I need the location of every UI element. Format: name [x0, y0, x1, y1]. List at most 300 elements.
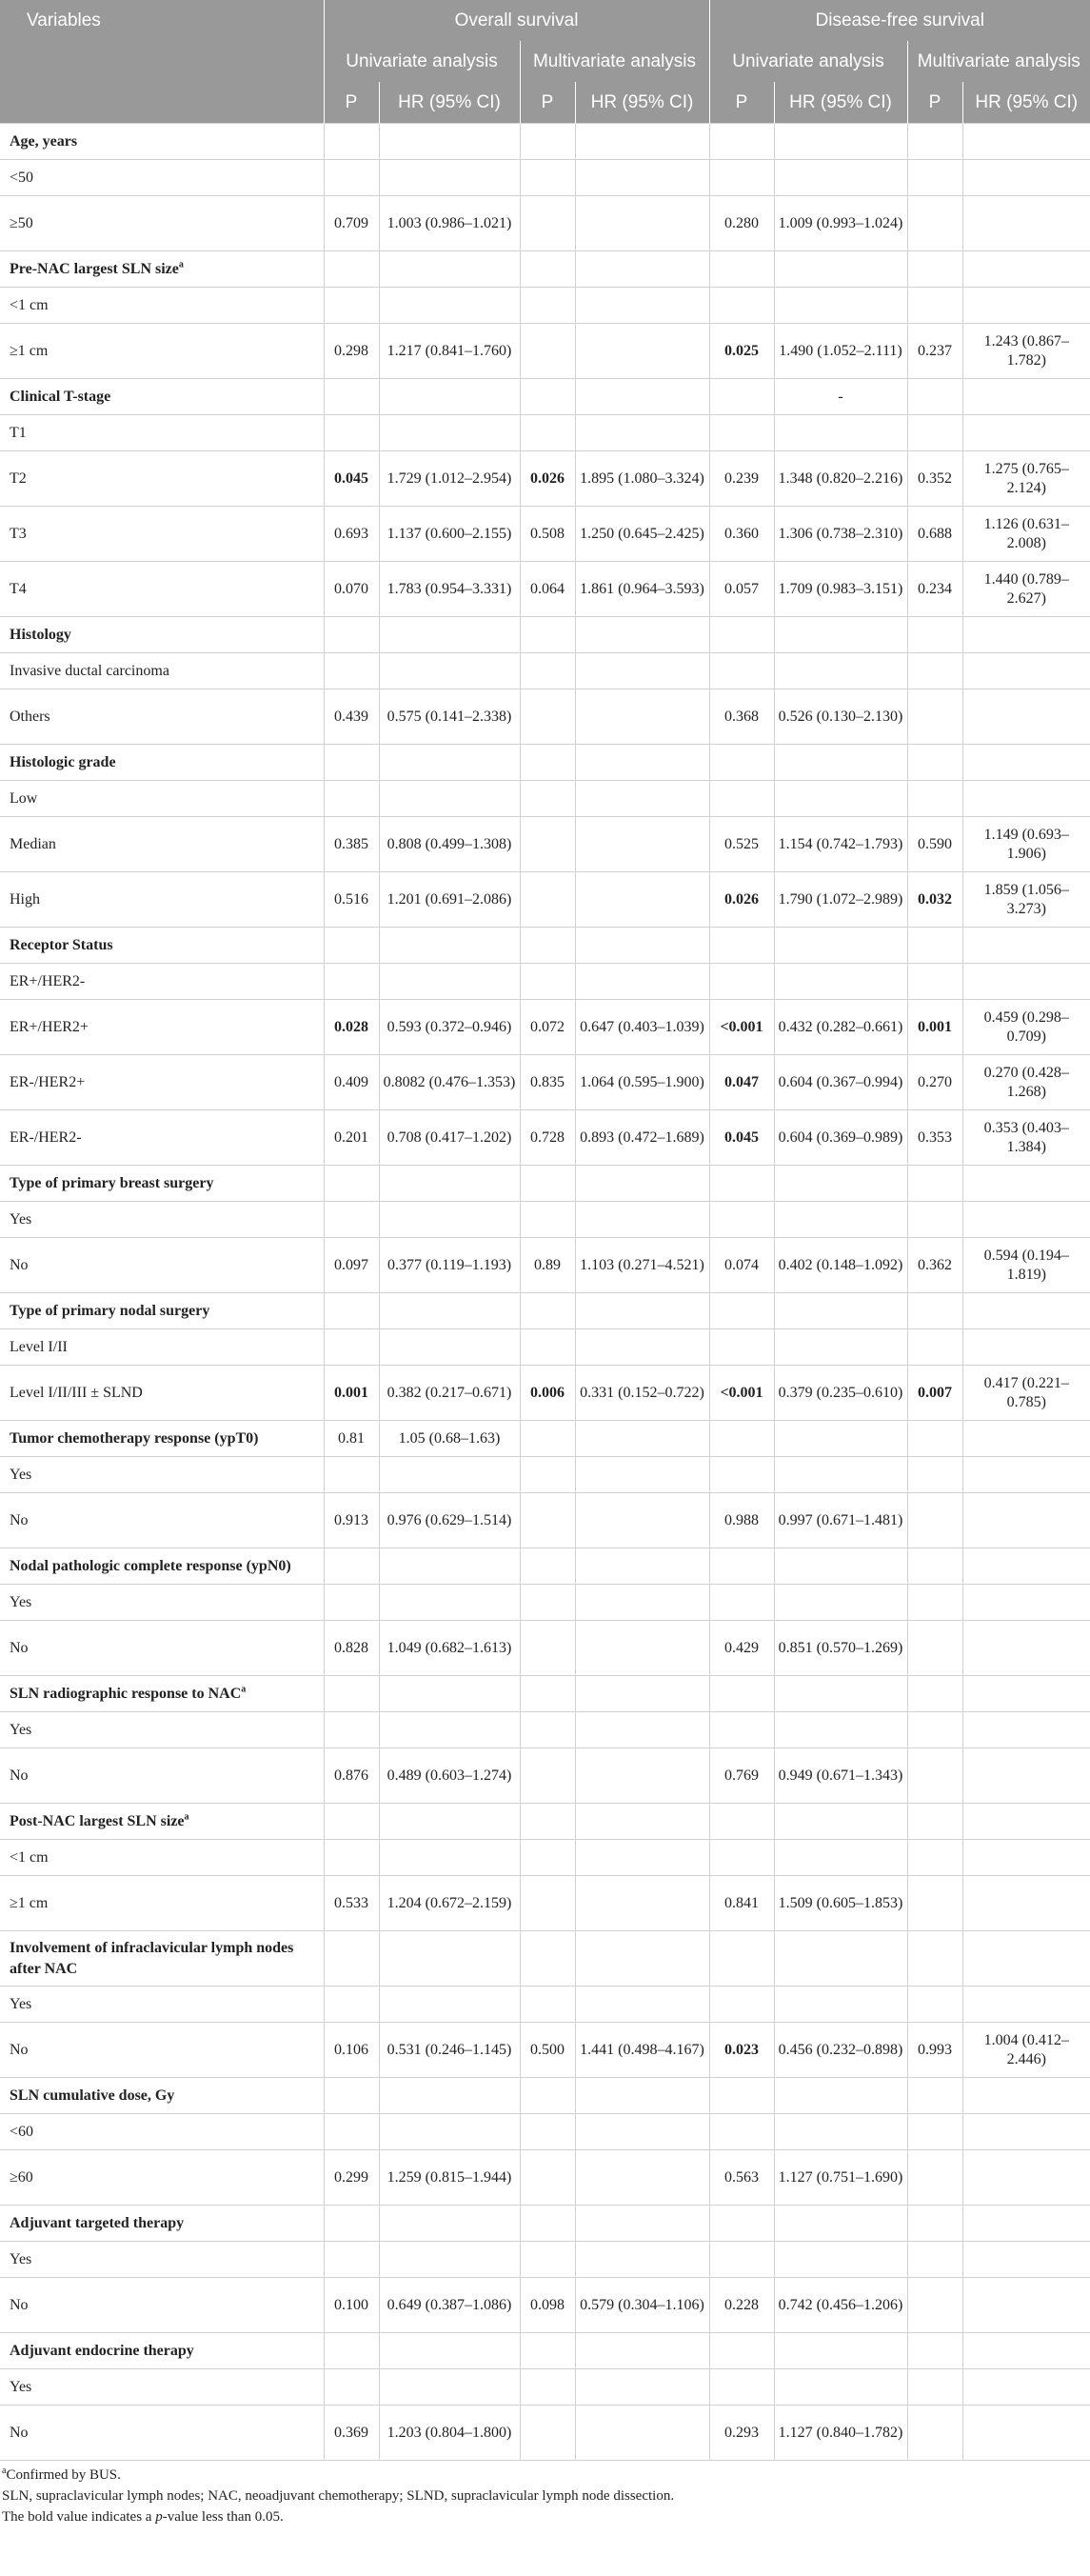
cell-dfs-uni-p: [709, 1585, 774, 1621]
cell-os-multi-hr: [575, 1457, 709, 1493]
cell-dfs-uni-hr: [774, 562, 907, 617]
cell-os-multi-hr: [575, 2078, 709, 2114]
row-label: [0, 817, 324, 872]
row-label: [0, 1055, 324, 1110]
cell-os-uni-hr: [379, 1238, 520, 1293]
footnote-a-text: Confirmed by BUS.: [6, 2467, 121, 2483]
cell-os-multi-hr: [575, 817, 709, 872]
table-header: [0, 0, 1090, 124]
cell-dfs-uni-hr: [774, 1804, 907, 1840]
cell-dfs-uni-hr: [774, 781, 907, 817]
cell-value: 1.137 (0.600–2.155): [386, 525, 512, 542]
cell-dfs-multi-hr: [962, 379, 1090, 415]
label-text: T4: [10, 580, 27, 597]
cell-value: 1.440 (0.789–2.627): [983, 570, 1069, 607]
cell-dfs-multi-hr: [962, 1585, 1090, 1621]
cell-os-multi-p: [520, 160, 575, 196]
row-label: [0, 415, 324, 451]
label-text: Yes: [10, 1466, 32, 1483]
cell-os-multi-p: [520, 288, 575, 324]
cell-os-uni-p: [324, 1166, 379, 1202]
group-header-row: [0, 928, 1090, 964]
cell-os-multi-p: [520, 2078, 575, 2114]
cell-os-multi-p: [520, 415, 575, 451]
header-dfs-multi-p: P: [907, 82, 962, 124]
cell-os-multi-p: [520, 1585, 575, 1621]
cell-os-uni-p: [324, 288, 379, 324]
cell-os-multi-p: [520, 617, 575, 653]
cell-dfs-uni-p: [709, 2023, 774, 2078]
cell-os-uni-hr: [379, 781, 520, 817]
cell-os-uni-p: [324, 689, 379, 745]
cell-dfs-multi-hr: [962, 1876, 1090, 1931]
cell-os-multi-hr: [575, 2333, 709, 2369]
cell-dfs-multi-hr: [962, 124, 1090, 160]
cell-os-uni-p: [324, 2406, 379, 2461]
cell-dfs-multi-p: [907, 1366, 962, 1421]
label-text: T2: [10, 469, 27, 487]
cell-os-uni-hr: [379, 2278, 520, 2333]
cell-os-multi-hr: [575, 451, 709, 507]
group-header-row: [0, 251, 1090, 288]
cell-os-multi-hr: [575, 1748, 709, 1804]
label-text: Tumor chemotherapy response (ypT0): [10, 1429, 259, 1447]
cell-value: 0.893 (0.472–1.689): [580, 1128, 704, 1146]
cell-os-multi-p: [520, 928, 575, 964]
cell-os-uni-hr: [379, 1493, 520, 1548]
cell-os-uni-hr: [379, 1421, 520, 1457]
cell-dfs-uni-hr: [774, 2206, 907, 2242]
cell-os-multi-hr: [575, 2114, 709, 2150]
cell-dfs-multi-hr: [962, 653, 1090, 689]
cell-os-multi-hr: [575, 2023, 709, 2078]
cell-value: 0.237: [918, 342, 952, 359]
cell-dfs-uni-hr: [774, 817, 907, 872]
header-os-univariate: Univariate analysis: [324, 41, 520, 82]
row-label: [0, 1840, 324, 1876]
cell-dfs-uni-p: [709, 415, 774, 451]
cell-value: 0.234: [918, 580, 952, 597]
cell-dfs-multi-hr: [962, 1457, 1090, 1493]
cell-os-uni-p: [324, 379, 379, 415]
label-text: Involvement of infraclavicular lymph nodes after NAC: [10, 1939, 294, 1977]
cell-value: 0.201: [334, 1128, 368, 1146]
cell-dfs-uni-hr: [774, 2278, 907, 2333]
cell-dfs-multi-p: [907, 1987, 962, 2023]
group-header-row: [0, 1804, 1090, 1840]
cell-os-multi-p: [520, 1110, 575, 1166]
cell-dfs-multi-hr: [962, 1493, 1090, 1548]
row-label: [0, 964, 324, 1000]
table-row: [0, 1202, 1090, 1238]
label-text: Yes: [10, 2378, 32, 2395]
cell-os-multi-p: [520, 1876, 575, 1931]
label-text: Adjuvant endocrine therapy: [10, 2342, 194, 2359]
cell-dfs-multi-p: [907, 2333, 962, 2369]
cell-dfs-uni-hr: [774, 1585, 907, 1621]
cell-value: 1.729 (1.012–2.954): [386, 469, 512, 487]
cell-dfs-multi-p: [907, 964, 962, 1000]
cell-value: 1.003 (0.986–1.021): [386, 214, 512, 231]
cell-value: 0.362: [918, 1256, 952, 1273]
label-text: Yes: [10, 2250, 32, 2267]
cell-dfs-multi-hr: [962, 1421, 1090, 1457]
footnote-bold-pre: The bold value indicates a: [2, 2509, 156, 2525]
cell-os-uni-hr: [379, 324, 520, 379]
cell-dfs-uni-hr: [774, 2150, 907, 2206]
row-label: [0, 2369, 324, 2406]
footnote-bold-p: p: [155, 2509, 163, 2525]
header-os-uni-p: P: [324, 82, 379, 124]
cell-value: 0.106: [334, 2041, 368, 2058]
cell-dfs-multi-p: [907, 1712, 962, 1748]
cell-value: 0.708 (0.417–1.202): [386, 1128, 512, 1146]
cell-dfs-multi-hr: [962, 324, 1090, 379]
cell-os-multi-hr: [575, 928, 709, 964]
cell-value: 0.045: [334, 469, 368, 487]
cell-dfs-uni-p: [709, 1676, 774, 1712]
cell-os-uni-p: [324, 1548, 379, 1585]
cell-dfs-multi-p: [907, 1110, 962, 1166]
cell-os-uni-hr: [379, 160, 520, 196]
cell-os-multi-p: [520, 1840, 575, 1876]
cell-os-multi-p: [520, 196, 575, 251]
row-label: [0, 1457, 324, 1493]
label-text: <1 cm: [10, 1848, 49, 1866]
cell-os-multi-hr: [575, 689, 709, 745]
group-label: [0, 745, 324, 781]
cell-dfs-multi-p: [907, 2369, 962, 2406]
cell-value: 1.049 (0.682–1.613): [386, 1639, 512, 1656]
row-label: [0, 2150, 324, 2206]
cell-dfs-uni-p: [709, 2278, 774, 2333]
group-header-row: [0, 1676, 1090, 1712]
cell-os-uni-hr: [379, 928, 520, 964]
cell-dfs-multi-p: [907, 507, 962, 562]
cell-value: 0.835: [530, 1073, 565, 1090]
cell-dfs-multi-hr: [962, 1238, 1090, 1293]
cell-value: 0.649 (0.387–1.086): [386, 2296, 512, 2313]
label-text: Median: [10, 835, 56, 852]
cell-os-multi-hr: [575, 1421, 709, 1457]
cell-dfs-uni-hr: [774, 1876, 907, 1931]
cell-dfs-multi-p: [907, 1931, 962, 1987]
cell-value: 1.250 (0.645–2.425): [580, 525, 704, 542]
cell-os-multi-p: [520, 1000, 575, 1055]
cell-os-uni-p: [324, 415, 379, 451]
cell-os-multi-p: [520, 653, 575, 689]
row-label: [0, 451, 324, 507]
cell-os-multi-p: [520, 817, 575, 872]
cell-os-multi-p: [520, 379, 575, 415]
cell-value: 1.490 (1.052–2.111): [779, 342, 902, 359]
cell-value: 1.859 (1.056–3.273): [983, 881, 1069, 917]
group-header-row: [0, 617, 1090, 653]
table-row: [0, 1493, 1090, 1548]
table-row: [0, 2023, 1090, 2078]
cell-os-uni-p: [324, 817, 379, 872]
cell-os-multi-hr: [575, 1840, 709, 1876]
cell-dfs-multi-p: [907, 617, 962, 653]
cell-dfs-multi-hr: [962, 817, 1090, 872]
cell-dfs-uni-p: [709, 1931, 774, 1987]
group-label: [0, 1293, 324, 1329]
cell-dfs-uni-hr: [774, 2369, 907, 2406]
cell-dfs-multi-p: [907, 451, 962, 507]
cell-value: 1.004 (0.412–2.446): [983, 2031, 1069, 2067]
footnote-a: [2, 2465, 1090, 2486]
cell-os-multi-p: [520, 1421, 575, 1457]
label-text: Pre-NAC largest SLN size: [10, 260, 179, 277]
cell-os-uni-hr: [379, 562, 520, 617]
row-label: [0, 324, 324, 379]
group-header-row: [0, 2206, 1090, 2242]
label-text: Histology: [10, 626, 71, 643]
cell-os-multi-hr: [575, 1366, 709, 1421]
cell-os-uni-p: [324, 928, 379, 964]
cell-dfs-uni-hr: [774, 872, 907, 928]
cell-value: 1.709 (0.983–3.151): [778, 580, 903, 597]
cell-dfs-uni-hr: [774, 1931, 907, 1987]
cell-os-uni-hr: [379, 2406, 520, 2461]
cell-os-multi-p: [520, 745, 575, 781]
group-label: [0, 1676, 324, 1712]
cell-os-multi-p: [520, 2333, 575, 2369]
table-row: [0, 1876, 1090, 1931]
cell-value: <0.001: [720, 1384, 763, 1401]
cell-value: 1.790 (1.072–2.989): [778, 890, 903, 908]
label-text: Age, years: [10, 132, 78, 150]
cell-value: 0.841: [724, 1894, 759, 1911]
row-label: [0, 1748, 324, 1804]
row-label: [0, 160, 324, 196]
cell-dfs-multi-hr: [962, 1202, 1090, 1238]
cell-dfs-uni-p: [709, 1876, 774, 1931]
cell-dfs-uni-p: [709, 1548, 774, 1585]
cell-os-multi-hr: [575, 415, 709, 451]
cell-value: 1.861 (0.964–3.593): [580, 580, 704, 597]
cell-value: 0.81: [338, 1429, 365, 1447]
cell-os-uni-p: [324, 1238, 379, 1293]
group-label: [0, 1166, 324, 1202]
cell-dfs-multi-p: [907, 1493, 962, 1548]
cell-value: 0.432 (0.282–0.661): [778, 1018, 903, 1035]
row-label: [0, 562, 324, 617]
label-text: Low: [10, 789, 38, 807]
cell-os-multi-p: [520, 2242, 575, 2278]
cell-os-multi-hr: [575, 964, 709, 1000]
cell-os-multi-hr: [575, 1804, 709, 1840]
label-text: No: [10, 1256, 29, 1273]
cell-value: 0.988: [724, 1511, 759, 1528]
cell-value: 0.876: [334, 1767, 368, 1784]
cell-value: 0.028: [334, 1018, 368, 1035]
row-label: [0, 2242, 324, 2278]
cell-os-uni-p: [324, 1457, 379, 1493]
cell-os-uni-p: [324, 2078, 379, 2114]
cell-value: 0.531 (0.246–1.145): [386, 2041, 512, 2058]
cell-os-uni-p: [324, 2114, 379, 2150]
cell-dfs-multi-p: [907, 324, 962, 379]
cell-dfs-multi-hr: [962, 1712, 1090, 1748]
cell-dfs-multi-hr: [962, 1931, 1090, 1987]
label-text: Yes: [10, 1721, 32, 1738]
cell-os-multi-p: [520, 324, 575, 379]
cell-os-uni-hr: [379, 817, 520, 872]
cell-value: 0.280: [724, 214, 759, 231]
cell-os-uni-hr: [379, 251, 520, 288]
cell-dfs-multi-p: [907, 781, 962, 817]
cell-dfs-multi-p: [907, 196, 962, 251]
cell-value: 0.097: [334, 1256, 368, 1273]
label-text: Histologic grade: [10, 753, 116, 770]
cell-os-multi-hr: [575, 745, 709, 781]
row-label: [0, 1329, 324, 1366]
cell-value: 0.594 (0.194–1.819): [983, 1247, 1069, 1283]
cell-dfs-uni-p: [709, 1329, 774, 1366]
cell-value: 1.509 (0.605–1.853): [778, 1894, 903, 1911]
cell-os-uni-p: [324, 1621, 379, 1676]
table-row: [0, 1329, 1090, 1366]
table-row: [0, 288, 1090, 324]
table-row: [0, 2242, 1090, 2278]
cell-value: 0.064: [530, 580, 565, 597]
cell-dfs-uni-p: [709, 872, 774, 928]
cell-os-multi-p: [520, 689, 575, 745]
cell-os-uni-p: [324, 1421, 379, 1457]
cell-dfs-multi-p: [907, 2150, 962, 2206]
cell-dfs-uni-hr: [774, 1293, 907, 1329]
cell-dfs-uni-hr: [774, 415, 907, 451]
cell-dfs-uni-p: [709, 1840, 774, 1876]
label-text: Nodal pathologic complete response (ypN0): [10, 1557, 291, 1574]
cell-os-multi-p: [520, 2369, 575, 2406]
cell-dfs-multi-p: [907, 562, 962, 617]
cell-dfs-uni-p: [709, 2078, 774, 2114]
header-dfs-multi-hr: HR (95% CI): [962, 82, 1090, 124]
table-row: [0, 2150, 1090, 2206]
cell-os-multi-hr: [575, 124, 709, 160]
cell-dfs-uni-hr: [774, 507, 907, 562]
row-label: [0, 1366, 324, 1421]
row-label: [0, 1000, 324, 1055]
label-text: Type of primary nodal surgery: [10, 1302, 210, 1319]
header-os-multivariate: Multivariate analysis: [520, 41, 709, 82]
cell-os-uni-p: [324, 507, 379, 562]
cell-value: 0.352: [918, 469, 952, 487]
group-header-row: [0, 745, 1090, 781]
cell-dfs-multi-hr: [962, 251, 1090, 288]
group-header-row: [0, 124, 1090, 160]
cell-os-uni-p: [324, 745, 379, 781]
cell-dfs-multi-p: [907, 1548, 962, 1585]
cell-os-multi-hr: [575, 1585, 709, 1621]
cell-dfs-multi-p: [907, 872, 962, 928]
cell-os-multi-hr: [575, 2206, 709, 2242]
table-row: [0, 1987, 1090, 2023]
cell-value: 0.604 (0.367–0.994): [778, 1073, 903, 1090]
cell-dfs-uni-p: [709, 1238, 774, 1293]
cell-os-multi-hr: [575, 2406, 709, 2461]
label-text: No: [10, 1511, 29, 1528]
cell-dfs-uni-hr: [774, 1329, 907, 1366]
cell-dfs-uni-hr: [774, 124, 907, 160]
cell-os-multi-p: [520, 124, 575, 160]
cell-os-multi-p: [520, 1676, 575, 1712]
cell-dfs-uni-hr: [774, 2333, 907, 2369]
cell-dfs-multi-hr: [962, 2023, 1090, 2078]
cell-dfs-uni-hr: [774, 1621, 907, 1676]
cell-dfs-multi-hr: [962, 964, 1090, 1000]
cell-os-uni-p: [324, 1748, 379, 1804]
cell-value: 0.997 (0.671–1.481): [778, 1511, 903, 1528]
cell-os-multi-hr: [575, 196, 709, 251]
cell-os-multi-hr: [575, 781, 709, 817]
cell-value: 0.270 (0.428–1.268): [983, 1064, 1069, 1100]
cell-os-uni-hr: [379, 1585, 520, 1621]
group-header-row: [0, 1548, 1090, 1585]
cell-os-uni-hr: [379, 124, 520, 160]
cell-value: 0.228: [724, 2296, 759, 2313]
label-text: ≥1 cm: [10, 1894, 49, 1911]
cell-value: 1.064 (0.595–1.900): [580, 1073, 704, 1090]
cell-os-uni-p: [324, 653, 379, 689]
cell-value: 0.913: [334, 1511, 368, 1528]
cell-value: 0.604 (0.369–0.989): [778, 1128, 903, 1146]
cell-dfs-multi-hr: [962, 1804, 1090, 1840]
table-footnotes: [0, 2461, 1090, 2527]
header-disease-free-survival: Disease-free survival: [709, 0, 1090, 41]
row-label: [0, 1202, 324, 1238]
table-row: [0, 1585, 1090, 1621]
cell-dfs-uni-p: [709, 1748, 774, 1804]
label-text: Receptor Status: [10, 936, 113, 953]
cell-os-uni-hr: [379, 2114, 520, 2150]
cell-dfs-multi-hr: [962, 689, 1090, 745]
cell-os-multi-p: [520, 1493, 575, 1548]
cell-dfs-multi-p: [907, 2278, 962, 2333]
cell-value: 1.306 (0.738–2.310): [778, 525, 903, 542]
cell-dfs-uni-p: [709, 196, 774, 251]
cell-os-uni-hr: [379, 1987, 520, 2023]
cell-os-uni-p: [324, 1585, 379, 1621]
cell-os-multi-hr: [575, 379, 709, 415]
cell-dfs-uni-p: [709, 2333, 774, 2369]
cell-os-multi-p: [520, 1166, 575, 1202]
cell-value: 0.369: [334, 2424, 368, 2441]
cell-value: 0.500: [530, 2041, 565, 2058]
cell-os-uni-hr: [379, 1457, 520, 1493]
cell-dfs-multi-p: [907, 1585, 962, 1621]
table-row: [0, 196, 1090, 251]
cell-os-multi-p: [520, 2406, 575, 2461]
cell-os-multi-hr: [575, 872, 709, 928]
cell-dfs-uni-p: [709, 562, 774, 617]
cell-value: 1.127 (0.840–1.782): [778, 2424, 903, 2441]
header-os-multi-hr: HR (95% CI): [575, 82, 709, 124]
table-row: [0, 1712, 1090, 1748]
cell-dfs-uni-p: [709, 2369, 774, 2406]
cell-os-uni-p: [324, 124, 379, 160]
cell-dfs-multi-hr: [962, 562, 1090, 617]
cell-os-uni-hr: [379, 1931, 520, 1987]
cell-value: 0.590: [918, 835, 952, 852]
cell-os-uni-p: [324, 2023, 379, 2078]
cell-value: 0.001: [918, 1018, 952, 1035]
cell-os-multi-hr: [575, 1238, 709, 1293]
cell-dfs-multi-p: [907, 1621, 962, 1676]
table-row: [0, 689, 1090, 745]
